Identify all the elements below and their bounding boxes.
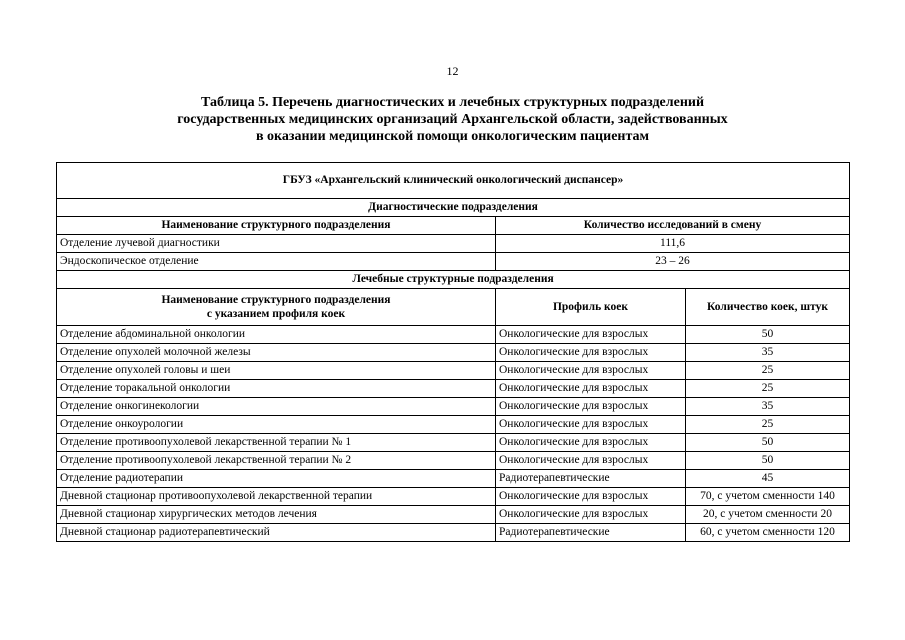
bed-count: 25 — [686, 416, 850, 434]
diagnostic-section-row — [57, 199, 850, 217]
bed-profile: Онкологические для взрослых — [496, 506, 686, 524]
diagnostic-unit-count: 23 – 26 — [496, 253, 850, 271]
bed-profile: Онкологические для взрослых — [496, 344, 686, 362]
treatment-unit-name: Дневной стационар противоопухолевой лекарственной терапии — [57, 488, 496, 506]
table-row — [57, 326, 850, 344]
bed-count: 35 — [686, 344, 850, 362]
page-number: 12 — [446, 64, 459, 78]
table-row — [57, 416, 850, 434]
bed-count: 25 — [686, 362, 850, 380]
table-row — [57, 380, 850, 398]
treatment-unit-name: Отделение онкогинекологии — [57, 398, 496, 416]
diagnostic-unit-count: 111,6 — [496, 235, 850, 253]
diagnostic-unit-name: Эндоскопическое отделение — [57, 253, 496, 271]
bed-profile: Радиотерапевтические — [496, 524, 686, 542]
bed-count: 35 — [686, 398, 850, 416]
table-row — [57, 524, 850, 542]
bed-profile: Онкологические для взрослых — [496, 380, 686, 398]
bed-profile: Онкологические для взрослых — [496, 416, 686, 434]
diagnostic-row — [57, 235, 850, 253]
bed-count: 20, с учетом сменности 20 — [686, 506, 850, 524]
title-line: Таблица 5. Перечень диагностических и лечебных структурных подразделений — [200, 95, 705, 110]
treatment-unit-name: Отделение торакальной онкологии — [57, 380, 496, 398]
bed-count: 70, с учетом сменности 140 — [686, 488, 850, 506]
bed-count: 60, с учетом сменности 120 — [686, 524, 850, 542]
oncology-units-table — [56, 162, 850, 542]
table-row — [57, 344, 850, 362]
table-row — [57, 452, 850, 470]
treatment-header-beds: Количество коек, штук — [686, 289, 850, 326]
diagnostic-header-count: Количество исследований в смену — [496, 217, 850, 235]
organization-name: ГБУЗ «Архангельский клинический онкологический диспансер» — [57, 163, 850, 199]
title-line: государственных медицинских организаций Архангельской области, задействованных — [177, 112, 728, 127]
diagnostic-header-row — [57, 217, 850, 235]
organization-row — [57, 163, 850, 199]
diagnostic-unit-name: Отделение лучевой диагностики — [57, 235, 496, 253]
table-row — [57, 362, 850, 380]
table-row — [57, 506, 850, 524]
treatment-unit-name: Отделение опухолей молочной железы — [57, 344, 496, 362]
title-line: в оказании медицинской помощи онкологическим пациентам — [255, 129, 650, 144]
treatment-header-profile: Профиль коек — [496, 289, 686, 326]
treatment-unit-name: Отделение онкоурологии — [57, 416, 496, 434]
bed-count: 45 — [686, 470, 850, 488]
bed-count: 25 — [686, 380, 850, 398]
bed-profile: Радиотерапевтические — [496, 470, 686, 488]
treatment-section-row — [57, 271, 850, 289]
diagnostic-row — [57, 253, 850, 271]
treatment-unit-name: Отделение опухолей головы и шеи — [57, 362, 496, 380]
bed-profile: Онкологические для взрослых — [496, 488, 686, 506]
bed-profile: Онкологические для взрослых — [496, 398, 686, 416]
bed-count: 50 — [686, 326, 850, 344]
treatment-unit-name: Отделение радиотерапии — [57, 470, 496, 488]
bed-profile: Онкологические для взрослых — [496, 434, 686, 452]
table-row — [57, 488, 850, 506]
bed-count: 50 — [686, 434, 850, 452]
treatment-unit-name: Отделение противоопухолевой лекарственной терапии № 2 — [57, 452, 496, 470]
treatment-header-row — [57, 289, 850, 326]
treatment-unit-name: Дневной стационар радиотерапевтический — [57, 524, 496, 542]
treatment-unit-name: Дневной стационар хирургических методов лечения — [57, 506, 496, 524]
treatment-header-name-line1: Наименование структурного подразделения — [161, 294, 391, 306]
bed-profile: Онкологические для взрослых — [496, 326, 686, 344]
table-row — [57, 470, 850, 488]
treatment-header-name — [57, 289, 496, 326]
bed-count: 50 — [686, 452, 850, 470]
treatment-header-name-line2: с указанием профиля коек — [206, 308, 346, 320]
treatment-unit-name: Отделение противоопухолевой лекарственной терапии № 1 — [57, 434, 496, 452]
table-row — [57, 434, 850, 452]
table-row — [57, 398, 850, 416]
treatment-section-title: Лечебные структурные подразделения — [57, 271, 850, 289]
bed-profile: Онкологические для взрослых — [496, 362, 686, 380]
table-title — [0, 94, 905, 145]
bed-profile: Онкологические для взрослых — [496, 452, 686, 470]
diagnostic-section-title: Диагностические подразделения — [57, 199, 850, 217]
treatment-unit-name: Отделение абдоминальной онкологии — [57, 326, 496, 344]
diagnostic-header-name: Наименование структурного подразделения — [57, 217, 496, 235]
